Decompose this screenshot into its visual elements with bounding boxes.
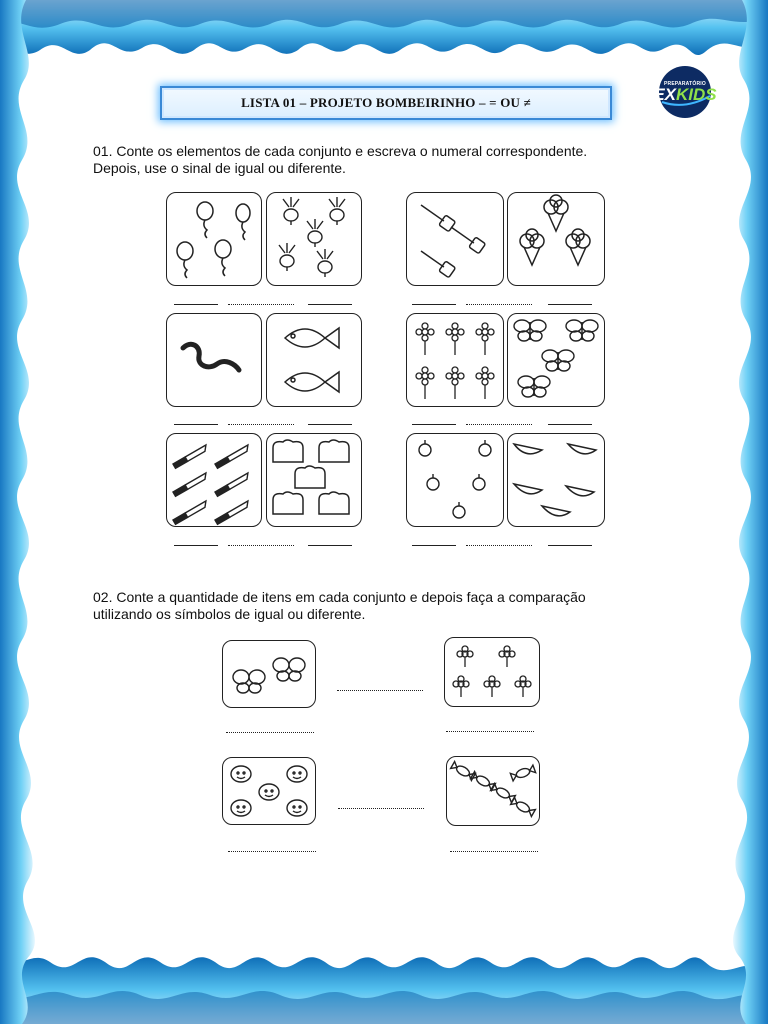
question-1 <box>93 143 653 177</box>
answer-line[interactable] <box>412 304 456 305</box>
set-apples <box>406 433 504 527</box>
set-watermelons <box>507 433 605 527</box>
set-faces <box>222 757 316 825</box>
answer-line[interactable] <box>412 545 456 546</box>
answer-line[interactable] <box>228 851 316 852</box>
answer-line[interactable] <box>174 304 218 305</box>
set-butterflies-2 <box>222 640 316 708</box>
exkids-logo <box>652 64 718 120</box>
question-2-line-1: 02. Conte a quantidade de itens em cada conjunto e depois faça a comparação <box>93 589 586 605</box>
set-butterflies <box>507 313 605 407</box>
comparison-line[interactable] <box>228 304 294 305</box>
bread-icon <box>267 434 361 526</box>
logo-name: EXKIDS <box>653 85 717 104</box>
beet-icon <box>267 193 361 285</box>
logo-subtitle: PREPARATÓRIO <box>664 81 706 87</box>
answer-line[interactable] <box>412 424 456 425</box>
fish-icon <box>267 314 361 406</box>
set-worm <box>166 313 262 407</box>
set-bread <box>266 433 362 527</box>
answer-line[interactable] <box>174 424 218 425</box>
comparison-line[interactable] <box>338 808 424 809</box>
set-balloons <box>166 192 262 286</box>
shovel-icon <box>407 193 503 285</box>
answer-line[interactable] <box>446 731 534 732</box>
question-1-line-1: 01. Conte os elementos de cada conjunto e escreva o numeral correspondente. <box>93 143 588 159</box>
apple-icon <box>407 434 503 526</box>
question-2 <box>93 589 653 623</box>
candy-icon <box>447 757 539 825</box>
comparison-line[interactable] <box>228 424 294 425</box>
comparison-line[interactable] <box>466 545 532 546</box>
answer-line[interactable] <box>174 545 218 546</box>
set-flowers <box>406 313 504 407</box>
knife-icon <box>167 434 261 526</box>
set-knives <box>166 433 262 527</box>
answer-line[interactable] <box>548 424 592 425</box>
worm-icon <box>167 314 261 406</box>
flower-icon <box>445 638 539 706</box>
comparison-line[interactable] <box>466 424 532 425</box>
flower-icon <box>407 314 503 406</box>
comparison-line[interactable] <box>337 690 423 691</box>
set-beets <box>266 192 362 286</box>
comparison-line[interactable] <box>466 304 532 305</box>
butterfly-icon <box>508 314 604 406</box>
answer-line[interactable] <box>226 732 314 733</box>
set-ice-creams <box>507 192 605 286</box>
set-fish <box>266 313 362 407</box>
set-flowers-2 <box>444 637 540 707</box>
balloon-icon <box>167 193 261 285</box>
answer-line[interactable] <box>308 545 352 546</box>
comparison-line[interactable] <box>228 545 294 546</box>
question-2-line-2: utilizando os símbolos de igual ou diferente. <box>93 606 366 622</box>
set-candies <box>446 756 540 826</box>
question-1-line-2: Depois, use o sinal de igual ou diferente. <box>93 160 346 176</box>
ice-cream-icon <box>508 193 604 285</box>
answer-line[interactable] <box>548 545 592 546</box>
answer-line[interactable] <box>308 304 352 305</box>
face-icon <box>223 758 315 824</box>
butterfly-icon <box>223 641 315 707</box>
answer-line[interactable] <box>548 304 592 305</box>
set-shovels <box>406 192 504 286</box>
answer-line[interactable] <box>450 851 538 852</box>
page-title: LISTA 01 – PROJETO BOMBEIRINHO – = OU ≠ <box>160 86 612 120</box>
answer-line[interactable] <box>308 424 352 425</box>
watermelon-icon <box>508 434 604 526</box>
